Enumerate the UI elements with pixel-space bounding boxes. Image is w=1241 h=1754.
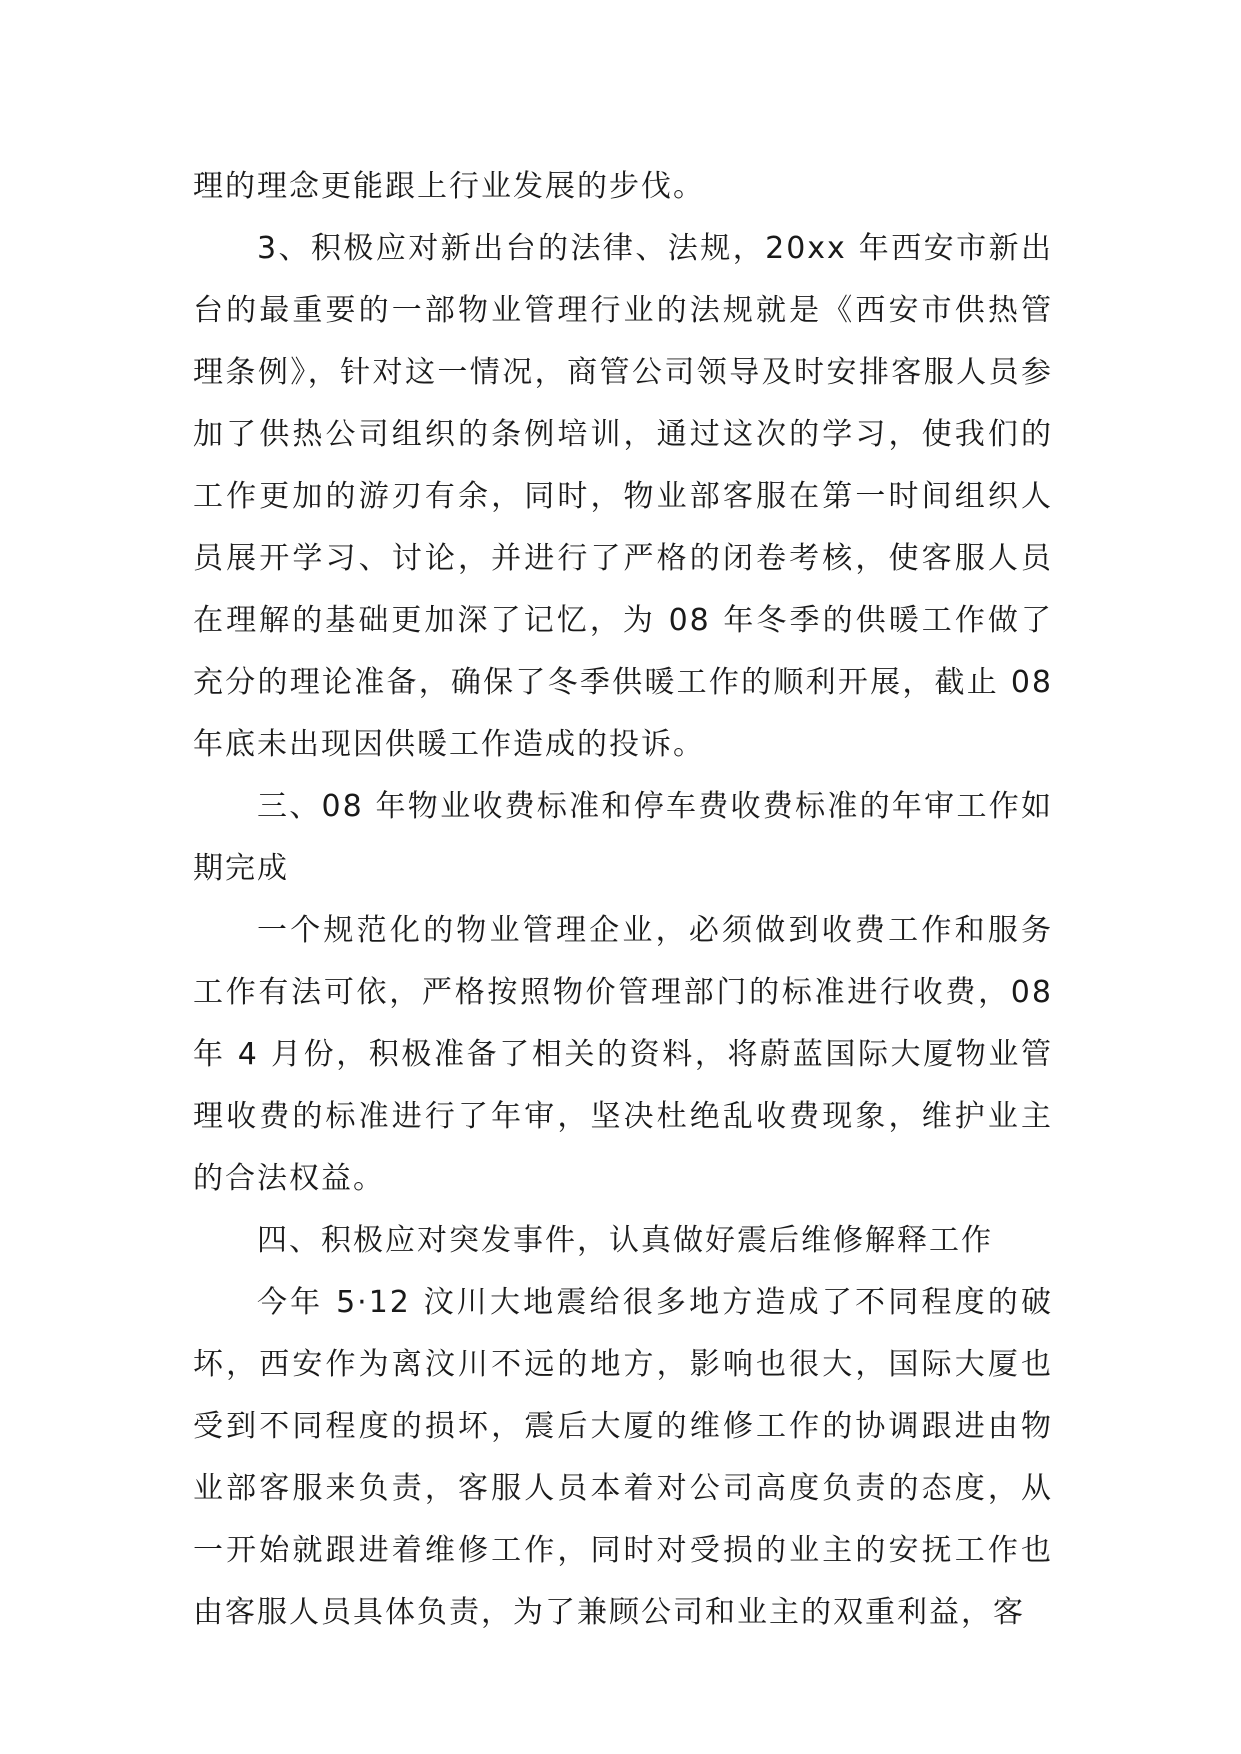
document-body: [193, 156, 1053, 1644]
section-heading-4: 四、积极应对突发事件，认真做好震后维修解释工作: [257, 1223, 993, 1258]
paragraph-earthquake-repairs: 今年 5·12 汶川大地震给很多地方造成了不同程度的破坏，西安作为离汶川不远的地方，影响也很大，国际大厦也受到不同程度的损坏，震后大厦的维修工作的协调跟进由物业部客服来负责，客服人员本着对公司高度负责的态度，从一开始就跟进着维修工作，同时对受损的业主的安抚工作也由客服人员具体负责，为了兼顾公司和业主的双重利益，客: [193, 1285, 1053, 1630]
paragraph-item-3-heating-regulations: 3、积极应对新出台的法律、法规，20xx 年西安市新出台的最重要的一部物业管理行业的法规就是《西安市供热管理条例》，针对这一情况，商管公司领导及时安排客服人员参加了供热公司组织的条例培训，通过这次的学习，使我们的工作更加的游刃有余，同时，物业部客服在第一时间组织人员展开学习、讨论，并进行了严格的闭卷考核，使客服人员在理解的基础更加深了记忆，为 08 年冬季的供暖工作做了充分的理论准备，确保了冬季供暖工作的顺利开展，截止 08 年底未出现因供暖工作造成的投诉。: [193, 231, 1053, 762]
paragraph-continuation: 理的理念更能跟上行业发展的步伐。: [193, 169, 705, 204]
paragraph-fee-standards: 一个规范化的物业管理企业，必须做到收费工作和服务工作有法可依，严格按照物价管理部门的标准进行收费，08 年 4 月份，积极准备了相关的资料，将蔚蓝国际大厦物业管理收费的标准进行了年审，坚决杜绝乱收费现象，维护业主的合法权益。: [193, 913, 1053, 1196]
section-heading-3: 三、08 年物业收费标准和停车费收费标准的年审工作如期完成: [193, 789, 1053, 886]
